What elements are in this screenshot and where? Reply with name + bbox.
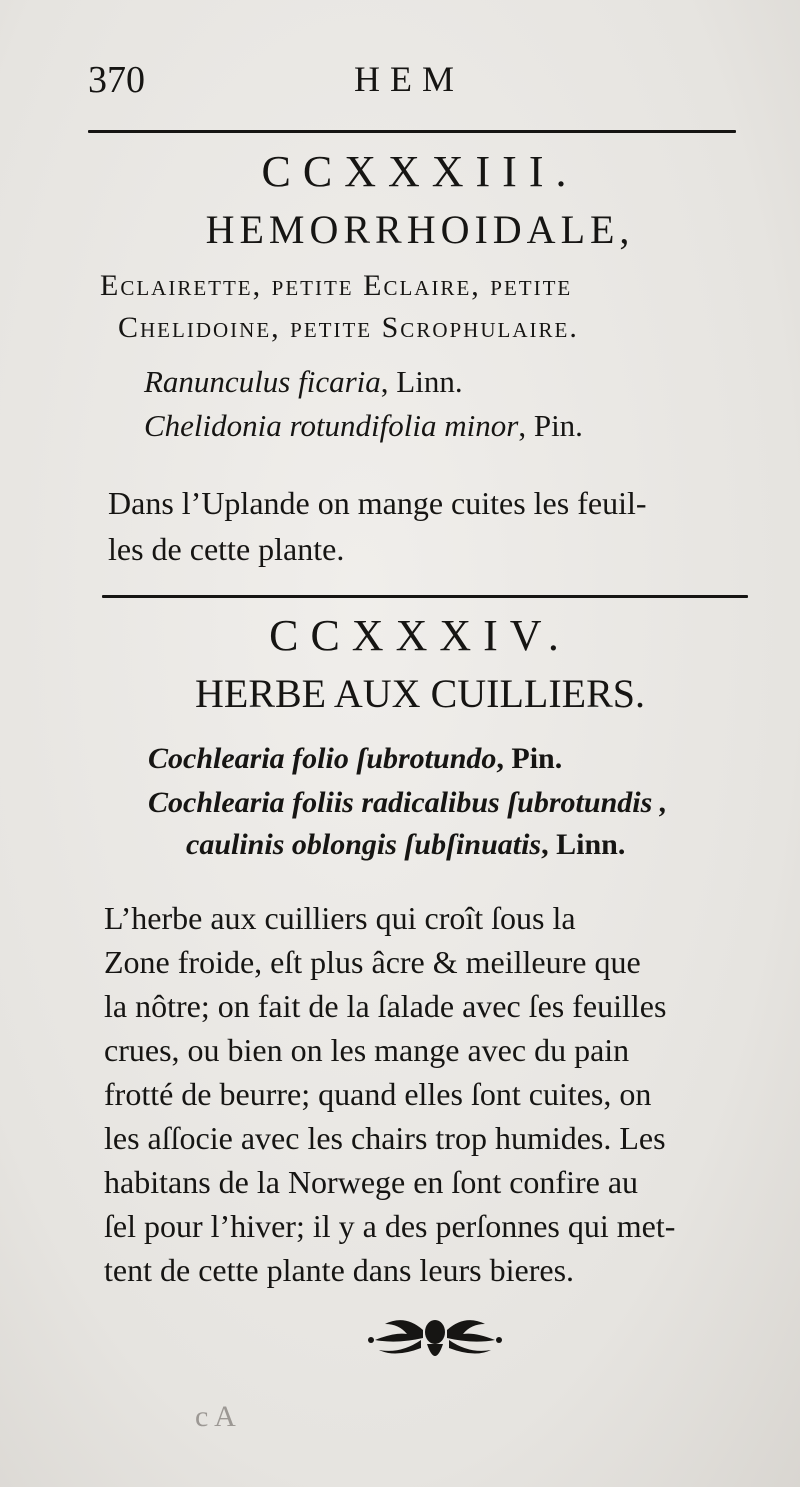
- latin-name-line: [144, 408, 583, 444]
- authority: , Linn.: [541, 828, 626, 861]
- latin-name-line: [186, 828, 625, 862]
- text-line: Zone froide, eſt plus âcre & meilleure que: [104, 944, 641, 980]
- entry-text: Dans l’Uplande on mange cuites les feuil- les de cette plante.: [108, 485, 647, 567]
- latin-name-line: Cochlearia foliis radicalibus ſubrotundis ,: [148, 786, 668, 819]
- latin-name: Chelidonia rotundifolia minor: [144, 408, 519, 443]
- signature-mark: c A: [195, 1400, 236, 1433]
- text-line: crues, ou bien on les mange avec du pain: [104, 1032, 630, 1068]
- text-line: les aſſocie avec les chairs trop humides. Les: [104, 1120, 666, 1156]
- latin-name: Cochlearia folio ſubrotundo: [148, 742, 497, 775]
- text-line: ſel pour l’hiver; il y a des perſonnes qui met-: [104, 1208, 676, 1244]
- text-line: habitans de la Norwege en ſont confire au: [104, 1164, 639, 1200]
- running-head: HEM: [354, 59, 464, 99]
- entry-numeral: CCXXXIV.: [269, 611, 571, 660]
- entry-text: [104, 896, 760, 1292]
- authority: , Pin.: [496, 742, 563, 775]
- synonyms-line: Eclairette, petite Eclaire, petite: [100, 269, 573, 302]
- authority: , Pin.: [518, 408, 583, 443]
- text-line: la nôtre; on fait de la ſalade avec ſes feuilles: [104, 988, 667, 1024]
- header-rule: [88, 130, 736, 133]
- latin-name: Ranunculus ficaria: [144, 364, 381, 399]
- entry-title: HERBE AUX CUILLIERS.: [195, 671, 645, 716]
- text-line: frotté de beurre; quand elles ſont cuites, on: [104, 1076, 652, 1112]
- tailpiece-ornament-icon: [365, 1310, 505, 1370]
- latin-name-line: [144, 364, 463, 400]
- section-rule: [102, 595, 748, 598]
- authority: , Linn.: [380, 364, 463, 399]
- text-line: tent de cette plante dans leurs bieres.: [104, 1252, 575, 1288]
- latin-name: caulinis oblongis ſubſinuatis: [186, 828, 542, 861]
- synonyms-line: Chelidoine, petite Scrophulaire.: [118, 311, 579, 344]
- text-line: L’herbe aux cuilliers qui croît ſous la: [104, 900, 576, 936]
- entry-numeral: CCXXXIII.: [261, 147, 579, 196]
- entry-title: HEMORRHOIDALE,: [205, 207, 635, 252]
- latin-name-line: [148, 742, 562, 776]
- page-number: 370: [88, 59, 145, 101]
